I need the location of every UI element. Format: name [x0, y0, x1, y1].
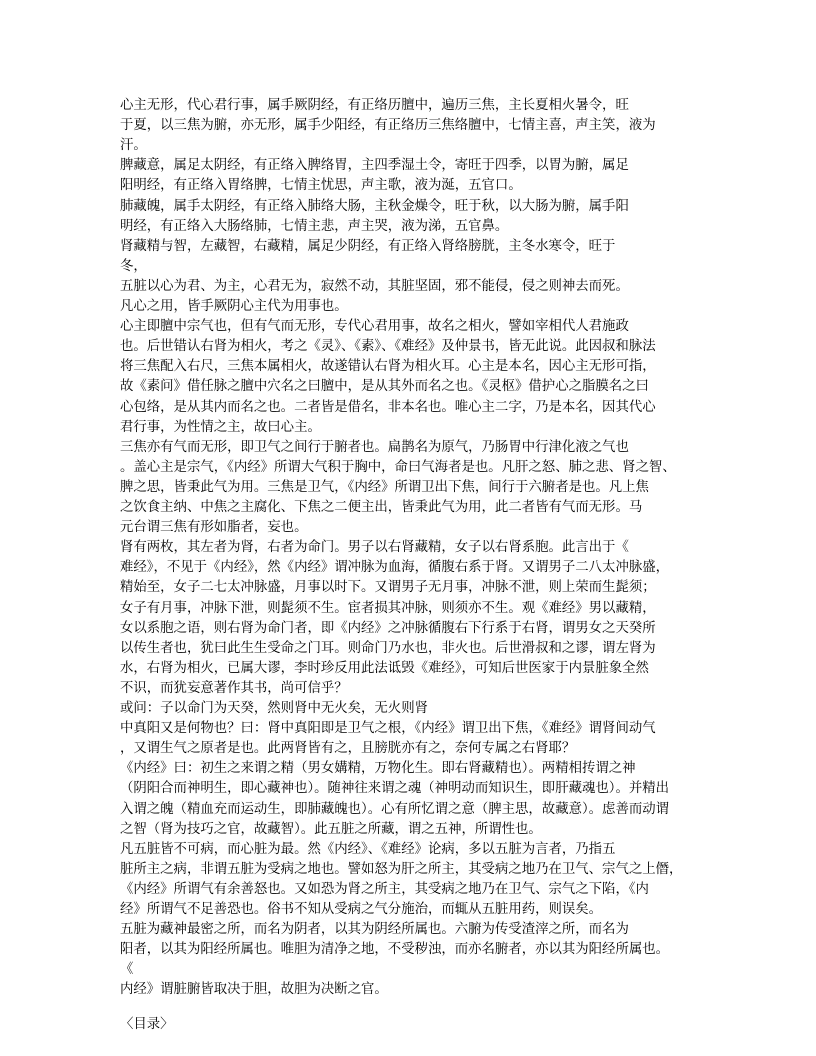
text-line: 心包络，是从其内而名之也。二者皆是借名，非本名也。唯心主二字，乃是本名，因其代心	[120, 399, 656, 415]
text-line: 中真阳又是何物也？曰：肾中真阳即是卫气之根，《内经》谓卫出下焦，《难经》谓肾间动气	[120, 721, 656, 737]
text-line: 肾藏精与智，左藏智，右藏精，属足少阴经，有正络入肾络膀胱，主冬水寒令，旺于	[120, 238, 616, 254]
text-line: 心主无形，代心君行事，属手厥阴经，有正络历膻中，遍历三焦，主长夏相火暑令，旺	[120, 98, 629, 113]
text-line: 肾有两枚，其左者为肾，右者为命门。男子以右肾藏精，女子以右肾系胞。此言出于《	[120, 540, 629, 556]
text-line: 难经》，不见于《内经》，然《内经》谓冲脉为血海，循腹右系于肾。又谓男子二八太冲脉盛，	[120, 560, 670, 576]
text-line: 之智（肾为技巧之官，故藏智）。此五脏之所藏，谓之五神，所谓性也。	[120, 821, 542, 837]
text-line: 阳者，以其为阳经所属也。唯胆为清净之地，不受秽浊，而亦名腑者，亦以其为阳经所属也。	[120, 942, 670, 958]
text-line: （阴阳合而神明生，即心藏神也）。随神往来谓之魂（神明动而知识生，即肝藏魂也）。并精出	[120, 781, 670, 797]
text-line: 冬，	[120, 258, 147, 274]
text-line: ，又谓生气之原者是也。此两肾皆有之，且膀胱亦有之，奈何专属之右肾耶？	[120, 741, 576, 757]
text-line: 肺藏魄，属手太阴经，有正络入肺络大肠，主秋金燥令，旺于秋，以大肠为腑，属手阳	[120, 198, 629, 214]
text-line: 也。后世错认右肾为相火，考之《灵》、《素》、《难经》及仲景书，皆无此说。此因叔和脉法	[120, 339, 656, 355]
text-line: 五脏为藏神最密之所，而名为阴者，以其为阴经所属也。六腑为传受渣滓之所，而名为	[120, 922, 629, 938]
text-line: 将三焦配入右尺，三焦本属相火，故遂错认右肾为相火耳。心主是本名，因心主无形可指，	[120, 359, 656, 375]
text-line: 。盖心主是宗气，《内经》所谓大气积于胸中，命曰气海者是也。凡肝之怒、肺之悲、肾之智、	[120, 459, 676, 475]
text-line: 经》所谓气不足善恐也。俗书不知从受病之气分施治，而辄从五脏用药，则误矣。	[120, 902, 603, 917]
text-line: 《内经》曰：初生之来谓之精（男女媾精，万物化生。即右肾藏精也）。两精相抟谓之神	[120, 761, 636, 777]
text-line: 元台谓三焦有形如脂者，妄也。	[120, 520, 308, 536]
text-line: 三焦亦有气而无形，即卫气之间行于腑者也。扁鹊名为原气，乃肠胃中行津化液之气也	[120, 439, 629, 455]
text-line: 以传生者也，犹曰此生生受命之门耳。则命门乃水也，非火也。后世滑叔和之谬，谓左肾为	[120, 640, 656, 656]
text-line: 女子有月事，冲脉下泄，则髭须不生。宦者损其冲脉，则须亦不生。观《难经》男以藏精，	[120, 600, 656, 616]
text-line: 汗。	[120, 138, 147, 154]
toc-link[interactable]: 〈目录〉	[120, 1016, 174, 1032]
text-line: 脏所主之病，非谓五脏为受病之地也。譬如怒为肝之所主，其受病之地乃在卫气、宗气之上僭，	[120, 861, 683, 877]
text-line: 于夏，以三焦为腑，亦无形，属手少阳经，有正络历三焦络膻中，七情主喜，声主笑，液为	[120, 118, 656, 134]
text-line: 之饮食主纳、中焦之主腐化、下焦之二便主出，皆秉此气为用，此二者皆有气而无形。马	[120, 500, 643, 515]
text-line: 五脏以心为君、为主，心君无为，寂然不动，其脏坚固，邪不能侵，侵之则神去而死。	[120, 278, 629, 294]
text-line: 不识，而犹妄意著作其书，尚可信乎？	[120, 680, 348, 696]
text-line: 阳明经，有正络入胃络脾，七情主忧思，声主歌，液为涎，五官口。	[120, 178, 522, 194]
text-line: 入谓之魄（精血充而运动生，即肺藏魄也）。心有所忆谓之意（脾主思，故藏意）。虑善而动谓	[120, 801, 670, 817]
text-line: 《内经》所谓气有余善怒也。又如恐为肾之所主，其受病之地乃在卫气、宗气之下陷，《内	[120, 881, 649, 897]
text-line: 明经，有正络入大肠络肺，七情主悲，声主哭，液为涕，五官鼻。	[120, 218, 509, 234]
text-line: 精始至，女子二七太冲脉盛，月事以时下。又谓男子无月事，冲脉不泄，则上荣而生髭须；	[120, 580, 656, 596]
text-line: 女以系胞之语，则右肾为命门者，即《内经》之冲脉循腹右下行系于右肾，谓男女之天癸所	[120, 620, 656, 636]
text-line: 凡心之用，皆手厥阴心主代为用事也。	[120, 299, 348, 314]
text-line: 或问：子以命门为天癸，然则肾中无火矣，无火则肾	[120, 701, 428, 716]
text-line: 脾藏意，属足太阴经，有正络入脾络胃，主四季湿土令，寄旺于四季，以胃为腑，属足	[120, 158, 629, 174]
text-line: 凡五脏皆不可病，而心脏为最。然《内经》、《难经》论病，多以五脏为言者，乃指五	[120, 841, 616, 857]
text-line: 水，右肾为相火，已属大谬，李时珍反用此法诋毁《难经》，可知后世医家于内景脏象全然	[120, 660, 649, 676]
text-line: 内经》谓脏腑皆取决于胆，故胆为决断之官。	[120, 982, 388, 998]
text-line: 故《素问》借任脉之膻中穴名之曰膻中，是从其外而名之也。《灵枢》借护心之脂膜名之曰	[120, 379, 649, 395]
text-line: 心主即膻中宗气也，但有气而无形，专代心君用事，故名之相火，譬如宰相代人君施政	[120, 319, 629, 335]
text-line: 《	[120, 962, 134, 978]
text-line: 脾之思，皆秉此气为用。三焦是卫气，《内经》所谓卫出下焦，间行于六腑者是也。凡上焦	[120, 479, 649, 495]
text-line: 君行事，为性情之主，故曰心主。	[120, 419, 321, 435]
